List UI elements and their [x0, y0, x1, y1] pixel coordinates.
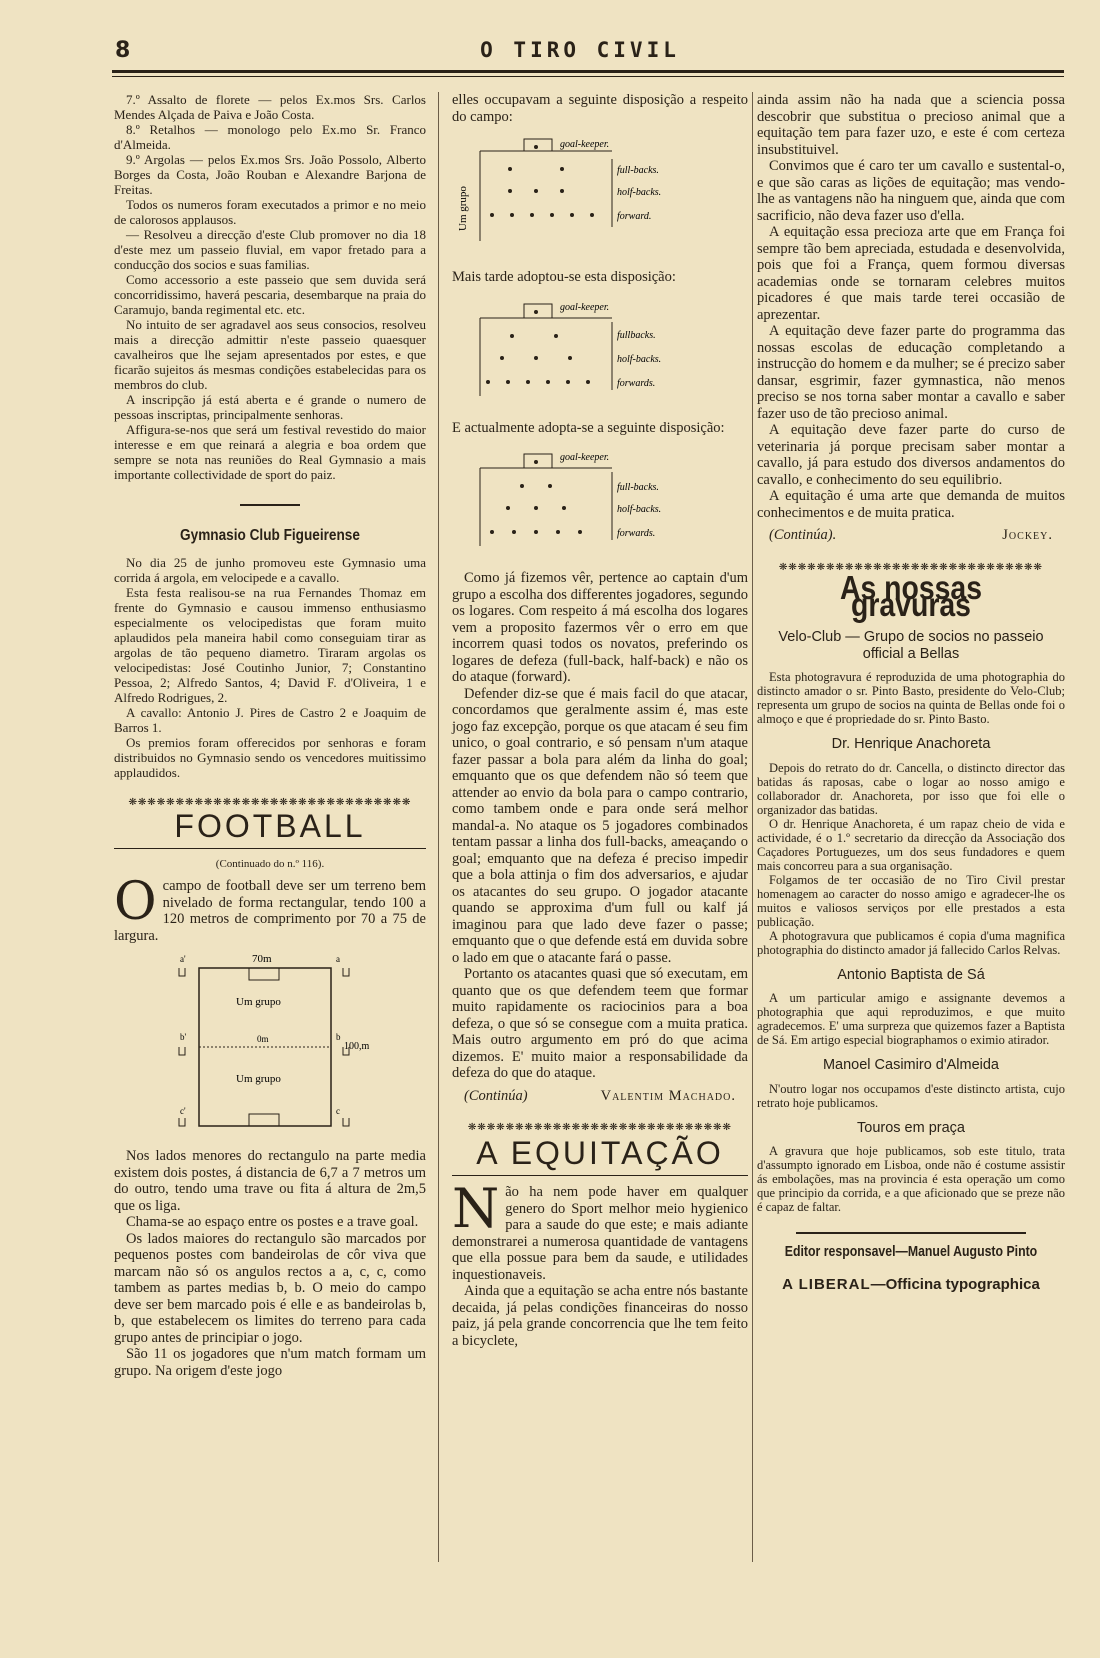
column-2 [452, 92, 748, 1349]
paragraph: A photogravura que publicamos é copia d'uma magnifica photographia do distincto amador já fallecido Carlos Relvas. [757, 928, 1065, 957]
formation-label: holf-backs. [617, 187, 662, 198]
formation-diagram-3 [452, 442, 748, 562]
ornament-rule: ❋❋❋❋❋❋❋❋❋❋❋❋❋❋❋❋❋❋❋❋❋❋❋❋❋❋❋❋ [467, 1118, 732, 1134]
signature [757, 527, 1065, 544]
paragraph: Os premios foram offerecidos por senhoras e foram distribuidos no Gymnasio sendo os vencedores muitissimo applaudidos. [114, 735, 426, 780]
masthead-title: O TIRO CIVIL [480, 38, 680, 62]
section-heading: Gymnasio Club Figueirense [180, 527, 360, 544]
paragraph: ainda assim não ha nada que a sciencia possa descobrir que substitua o precioso animal que a equitação tem para fazer uzo, e este é com certeza insubstituivel. [757, 92, 1065, 158]
paragraph: Esta photogravura é reproduzida de uma photographia do distincto amador o sr. Pinto Basto, presidente do Velo-Club; representa um grupo de socios na quinta de Bellas onde foi o almoço e que é propriedade do sr. Pinto Basto. [757, 670, 1065, 726]
paragraph: A gravura que hoje publicamos, sob este titulo, trata d'assumpto ignorado em Lisboa, onde não é costume assistir ás embolações, mas na provincia é esta operação um como que principio da corrida, e a que aficionado que se preze não é capaz de faltar. [757, 1144, 1065, 1214]
paragraph: Ainda que a equitação se acha entre nós bastante decaida, já pelas condições financeiras do nosso paiz, já pela grande concorrencia que lhe tem feito a bicyclete, [452, 1283, 748, 1349]
formation-label: full-backs. [617, 165, 659, 176]
paragraph: A equitação é uma arte que demanda de muitos conhecimentos e de muita pratica. [757, 488, 1065, 521]
printer-credit [757, 1277, 1065, 1294]
formation-label: fullbacks. [617, 329, 656, 341]
paragraph: E actualmente adopta-se a seguinte disposição: [452, 419, 725, 436]
ornament-rule: ❋❋❋❋❋❋❋❋❋❋❋❋❋❋❋❋❋❋❋❋❋❋❋❋❋❋❋❋ [778, 557, 1043, 574]
paragraph: Como já fizemos vêr, pertence ao captain d'um grupo a escolha dos differentes jogadores, segundo os logares. Com respeito á má escolha dos logares vem a proposito fazermos vêr o erro em que incorrem quasi todos os novatos, preferindo os logares de defeza (full-back, half-back) e não os do ataque (forward). [452, 570, 748, 685]
corner-label: a' [180, 954, 186, 964]
paragraph: A equitação deve fazer parte do programma das nossas escolas de educação completando a instrucção do homem e da mulher; se é precizo saber dansar, esgrimir, fazer gymnastica, não menos preciso se nos torna saber montar a cavallo e saber fazer uso de tão precioso animal. [757, 323, 1065, 422]
goal-box [524, 304, 552, 318]
corner-label: c [336, 1106, 340, 1116]
group-label-bottom: Um grupo [236, 1073, 281, 1085]
subheading: Manoel Casimiro d'Almeida [822, 1057, 1000, 1073]
paragraph: Como accessorio a este passeio que sem duvida será concorridissimo, haverá pescaria, desembarque na praia do Caramujo, banda regimental etc. etc. [114, 272, 426, 317]
continua-label: (Continúa) [464, 1087, 528, 1104]
paragraph: 9.º Argolas — pelos Ex.mos Srs. João Possolo, Alberto Borges da Costa, João Rouban e Alexandre Barjona de Freitas. [114, 152, 426, 197]
formation-diagram-1 [452, 131, 748, 261]
top-goal [249, 968, 279, 980]
formation-label: forwards. [617, 377, 656, 389]
formation-label: goal-keeper. [560, 139, 610, 150]
section-divider [240, 504, 300, 506]
paragraph: São 11 os jogadores que n'um match formam um grupo. Na origem d'este jogo [114, 1346, 426, 1379]
player-marker [534, 460, 538, 464]
paragraph: A inscripção já está aberta e é grande o numero de pessoas inscriptas, principalmente senhoras. [114, 392, 426, 422]
football-heading: FOOTBALL [174, 808, 366, 844]
paragraph: N'outro logar nos occupamos d'este distincto artista, cujo retrato hoje publicamos. [757, 1081, 1065, 1110]
paragraph: Defender diz-se que é mais facil do que atacar, concordamos que geralmente assim é, mas este jogo faz excepção, porque os que atacam é seu fim unico, o goal contrario, e só pensam n'um ataque fazer passar a bola para além da linha do goal; emquanto que os que defendem não só teem que attender ao envio da bola para o campo contrario, como tambem onde e para onde será melhor mandal-a. No ataque os 5 jogadores combinados tentam passar a linha dos full-backs, ameaçando o goal; emquanto que na defeza é preciso impedir que a bola attinja o fim dos adversarios, e ajudar os atacantes do seu grupo. O jogador atacante quando se approxima d'um full ou kalf já imaginou para que lado deve fazer o passe; emquanto que o que defende está em duvida sobre o lado em que o atacante fará o passe. [452, 685, 748, 966]
paragraph: Mais tarde adoptou-se esta disposição: [452, 269, 676, 285]
paragraph: No dia 25 de junho promoveu este Gymnasio uma corrida á argola, em velocipede e a cavallo. [114, 555, 426, 585]
continua-label: (Continúa). [769, 527, 837, 543]
paragraph: A equitação essa precioza arte que em França foi sempre tão bem apreciada, estudada e desenvolvida, pois que foi a França, quem formou diversas academias onde se tornaram celebres muitos picadores é que mais tarde terei occasião de aprezentar. [757, 224, 1065, 323]
player-marker [534, 310, 538, 314]
gravuras-heading: As nossas gravuras [840, 569, 982, 623]
player-markers [486, 334, 590, 384]
goal-box [524, 139, 552, 151]
formation-label: holf-backs. [617, 504, 662, 515]
player-markers [490, 484, 582, 534]
editor-credit: Editor responsavel—Manuel Augusto Pinto [784, 1243, 1038, 1260]
corner-label: c' [180, 1106, 186, 1116]
subheading: Antonio Baptista de Sá [837, 966, 985, 983]
paragraph: No intuito de ser agradavel aos seus consocios, resolveu mais a direcção admittir n'este passeio quaesquer cavalheiros que lhe sejam apresentados por estes, e que ficarão sujeitos ás mesmas condições estabelecidas para os membros do club. [114, 317, 426, 392]
player-markers [490, 167, 594, 217]
author-name: Jockey. [1002, 527, 1053, 543]
continuation-note: (Continuado do n.º 116). [215, 858, 325, 870]
group-side-label: Um grupo [457, 186, 469, 231]
formation-label: goal-keeper. [560, 452, 610, 463]
formation-label: goal-keeper. [560, 301, 610, 313]
paragraph: A um particular amigo e assignante devemos a photographia que aqui reproduzimos, e que muito agradecemos. E' uma surpreza que quizemos fazer a Baptista de Sá. Em artigo especial biographamos o eximio atirador. [757, 991, 1065, 1047]
column-3 [757, 92, 1065, 1293]
formation-label: holf-backs. [617, 353, 662, 365]
signature [452, 1088, 748, 1105]
field-diagram [114, 950, 426, 1140]
column-separator-2 [752, 92, 753, 1562]
paragraph: elles occupavam a seguinte disposição a respeito do campo: [452, 92, 748, 125]
corner-label: b' [180, 1032, 187, 1042]
paragraph: Portanto os atacantes quasi que só executam, em quanto que os que defendem teem que formar muito rapidamente os raciocinios para a boa defeza, o que só se consegue com a muita pratica. Mais outro argumento em pró do que acima dizemos. E' muito maior a responsabilidade da defeza do que do ataque. [452, 966, 748, 1081]
author-name: Valentim Machado. [600, 1087, 736, 1104]
center-label: 0m [257, 1034, 269, 1044]
paragraph: A cavallo: Antonio J. Pires de Castro 2 e Joaquim de Barros 1. [114, 705, 426, 735]
drop-cap: N [452, 1177, 500, 1240]
equitacao-heading: A EQUITAÇÃO [476, 1134, 724, 1171]
paragraph: Todos os numeros foram executados a primor e no meio de calorosos applausos. [114, 197, 426, 227]
corner-label: a [336, 954, 340, 964]
paragraph: Nos lados menores do rectangulo na parte media existem dois postes, á distancia de 6,7 a 7 metros um do outro, tendo uma trave ou fita á altura de 2m,5 que os liga. [114, 1148, 426, 1214]
paragraph: Convimos que é caro ter um cavallo e sustental-o, e que são caras as lições de equitação; mas vendo-lhe as vantagens não ha ninguem que, ainda que com sacrificio, não deva fazer uso d'ella. [757, 158, 1065, 224]
header-rule [112, 70, 1064, 73]
paragraph: Folgamos de ter occasião de no Tiro Civil prestar homenagem ao caracter do nosso amigo e agradecer-lhe os muitos e valiosos serviços por elle prestados a esta publicação. [757, 872, 1065, 929]
subheading: Touros em praça [857, 1119, 965, 1136]
drop-cap: O [114, 872, 157, 932]
player-marker [534, 145, 538, 149]
paragraph: campo de football deve ser um terreno bem nivelado de forma rectangular, tendo 100 a 120 metros de comprimento por 70 a 75 de largura. [114, 878, 426, 944]
subheading: Dr. Henrique Anachoreta [831, 736, 991, 752]
ornament-rule: ❋❋❋❋❋❋❋❋❋❋❋❋❋❋❋❋❋❋❋❋❋❋❋❋❋❋❋❋❋❋ [128, 794, 412, 809]
bottom-goal [249, 1114, 279, 1126]
header-rule-thin [112, 76, 1064, 77]
goal-box [524, 454, 552, 468]
subheading: Velo-Club — Grupo de socios no passeio official a Bellas [778, 629, 1044, 662]
formation-label: forward. [617, 211, 652, 222]
paragraph: ão ha nem pode haver em qualquer genero do Sport melhor meio hygienico para a saude do que este; e mais adiante demonstrarei a numerosa quantidade de vantagens que ella possue para bem da saude, e utilidades inquestionaveis. [452, 1184, 748, 1283]
heading-rule [452, 1175, 748, 1176]
formation-label: full-backs. [617, 482, 659, 493]
page-number: 8 [115, 38, 131, 63]
paragraph: Esta festa realisou-se na rua Fernandes Thomaz em frente do Gymnasio e causou immenso enthusiasmo especialmente os velocipedistas que foram muito aplaudidos pela maneira habil como conseguiam tirar as argolas de tão pequeno diametro. Tiraram argolas os velocipedistas: José Coutinho Junior, 7; Constantino Pessoa, 2; Alfredo Santos, 4; David F. d'Oliveira, 1 e Alfredo Rodrigues, 2. [114, 585, 426, 705]
group-label-top: Um grupo [236, 996, 281, 1008]
paragraph: Affigura-se-nos que será um festival revestido do maior interesse e em que reinará a alegria e boa ordem que sempre se nota nas reuniões do Real Gymnasio a mais importante collectividade de sport do paiz. [114, 422, 426, 482]
printer-suffix: —Officina typographica [870, 1275, 1040, 1293]
paragraph: A equitação deve fazer parte do curso de veterinaria já porque precisam saber montar a cavallo, já para estudo dos diversos andamentos do cavallo, e conhecimento do seu equilibrio. [757, 422, 1065, 488]
formation-label: forwards. [617, 528, 656, 539]
printer-name: A LIBERAL [782, 1275, 871, 1293]
formation-diagram-2 [452, 292, 748, 412]
paragraph: 8.º Retalhos — monologo pelo Ex.mo Sr. Franco d'Almeida. [114, 122, 426, 152]
column-1 [114, 92, 426, 1379]
width-label: 70m [252, 953, 272, 965]
paragraph: Os lados maiores do rectangulo são marcados por pequenos postes com bandeirolas de côr viva que marcam não só os angulos rectos a a, c, c, como tambem as partes medias b, b. O meio do campo deve ser bem marcado pois é elle e as bandeirolas b, b, que estabelecem os limites do terreno para cada grupo antes de principiar o jogo. [114, 1230, 426, 1346]
length-label: 100,m [344, 1041, 370, 1052]
heading-rule [114, 848, 426, 849]
paragraph: — Resolveu a direcção d'este Club promover no dia 18 d'este mez um passeio fluvial, em vapor fretado para a conducção dos socios e suas familias. [114, 227, 426, 272]
paragraph: 7.º Assalto de florete — pelos Ex.mos Srs. Carlos Mendes Alçada de Paiva e João Costa. [114, 92, 426, 122]
paragraph: Chama-se ao espaço entre os postes e a trave goal. [126, 1214, 419, 1230]
footer-rule [796, 1232, 1026, 1234]
corner-label: b [336, 1032, 341, 1042]
column-separator-1 [438, 92, 439, 1562]
paragraph: O dr. Henrique Anachoreta, é um rapaz cheio de vida e actividade, é o 1.º secretario da direcção da Associação dos Caçadores Portuguezes, um dos seus fundadores e quem mais concorreu para a sua organisação. [757, 816, 1065, 873]
paragraph: Depois do retrato do dr. Cancella, o distincto director das batidas ás raposas, cabe o logar ao nosso amigo e collaborador dr. Anachoreta, por isso que foi elle o organizador das batidas. [757, 760, 1065, 817]
